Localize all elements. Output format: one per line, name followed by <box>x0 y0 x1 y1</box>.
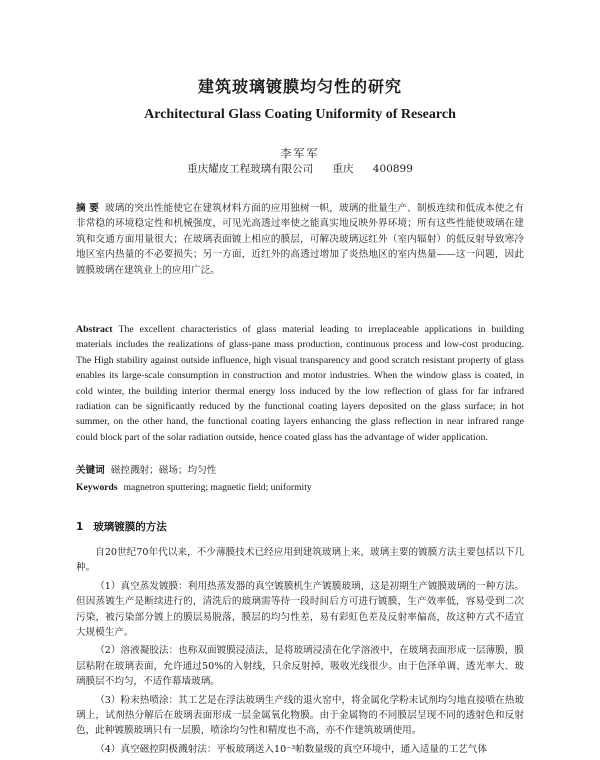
paragraph: （3）粉末热喷涂：其工艺是在浮法玻璃生产线的退火窑中，将金属化学粉末试剂均匀地直接喷在热玻璃上，试剂热分解后在玻璃表面形成一层金属氧化物膜。由于金属物的不同膜层呈现不同的透射色和反射色，此种镀膜玻璃只有一层膜，喷涂均匀性和精度也不高，亦不作建筑玻璃使用。 <box>76 694 524 737</box>
affiliation-city: 重庆 <box>332 163 354 175</box>
author-name: 李军军 <box>280 147 320 160</box>
paragraph: 自20世纪70年代以来，不少薄膜技术已经应用到建筑玻璃上来，玻璃主要的镀膜方法主要包括以下几种。 <box>76 547 524 574</box>
keywords-chinese <box>76 463 524 478</box>
affiliation-org: 重庆耀皮工程玻璃有限公司 <box>187 163 314 175</box>
section-heading <box>76 519 524 534</box>
section-number: 1 <box>76 521 84 533</box>
keywords-cn-text: 磁控溅射；磁场；均匀性 <box>110 465 217 476</box>
abstract-cn-label: 摘 要 <box>76 203 99 214</box>
paragraph: （1）真空蒸发镀膜：利用热蒸发器的真空镀膜机生产镀膜玻璃，这是初期生产镀膜玻璃的一种方法。但因蒸镀生产是断续进行的，清洗后的玻璃需等待一段时间后方可进行镀膜，生产效率低，容易受到二次污染，被污染部分镀上的膜层易脱落，膜层的均匀性差，易有彩虹色差及反射率偏高，故这种方式不适宜大规模生产。 <box>76 580 524 639</box>
abstract-english <box>76 322 524 445</box>
keywords-en-text: magnetron sputtering; magnetic field; uniformity <box>123 482 312 493</box>
paragraph: （2）溶液凝胶法：也称双面镀膜浸渍法，是将玻璃浸渍在化学溶液中，在玻璃表面形成一层薄膜，膜层粘附在玻璃表面，允许通过50%的入射线，只余反射掉，吸收光线很少。由于色泽单调、透光率大、玻璃膜层不均匀，不适作幕墙玻璃。 <box>76 645 524 688</box>
keywords-english <box>76 480 524 495</box>
title-chinese: 建筑玻璃镀膜均匀性的研究 <box>197 77 402 96</box>
keywords-en-label: Keywords <box>76 482 118 493</box>
abstract-cn-text: 玻璃的突出性能使它在建筑材料方面的应用独树一帜，玻璃的批量生产、制板连续和低成本使之有非常稳的环境稳定性和机械强度，可见光高透过率使之能真实地反映外界环境；所有这些性能使玻璃在建筑和交通方面用量很大；在玻璃表面镀上相应的膜层，可解决玻璃远红外（室内辐射）的低反射导致寒冷地区室内热量的不必要损失；另一方面，近红外的高透过增加了炎热地区的室内热量——这一问题，因此镀膜玻璃在建筑业上的应用广泛。 <box>76 203 525 276</box>
abstract-chinese <box>76 201 524 278</box>
title-english: Architectural Glass Coating Uniformity of Research <box>144 107 456 122</box>
affiliation-line <box>0 161 600 176</box>
affiliation-postcode: 400899 <box>372 163 413 175</box>
abstract-en-label: Abstract <box>76 324 113 335</box>
body-text <box>76 545 524 760</box>
section-title: 玻璃镀膜的方法 <box>93 521 167 533</box>
keywords-cn-label: 关键词 <box>76 465 105 476</box>
paragraph: （4）真空磁控阴极溅射法：平板玻璃送入10⁻³帕数量级的真空环境中，通入适量的工艺气体 <box>95 743 487 755</box>
abstract-en-text: The excellent characteristics of glass material leading to irreplaceable applications in building materials includes the realizations of glass-pane mass production, continuous process and low-cost producing. The High stability against outside influence, high visual transparency and good scratch resistant property of glass enables its large-scale consumption in construction and motor industries. When the window glass is coated, in cold winter, the building interior thermal energy loss induced by the low reflection of glass for far infrared radiation can be significantly reduced by the functional coating layers deposited on the glass surface; in hot summer, on the other hand, the functional coating layers enhancing the glass reflection in near infrared range could block part of the solar radiation outside, hence coated glass has the advantage of wider application. <box>76 324 524 443</box>
